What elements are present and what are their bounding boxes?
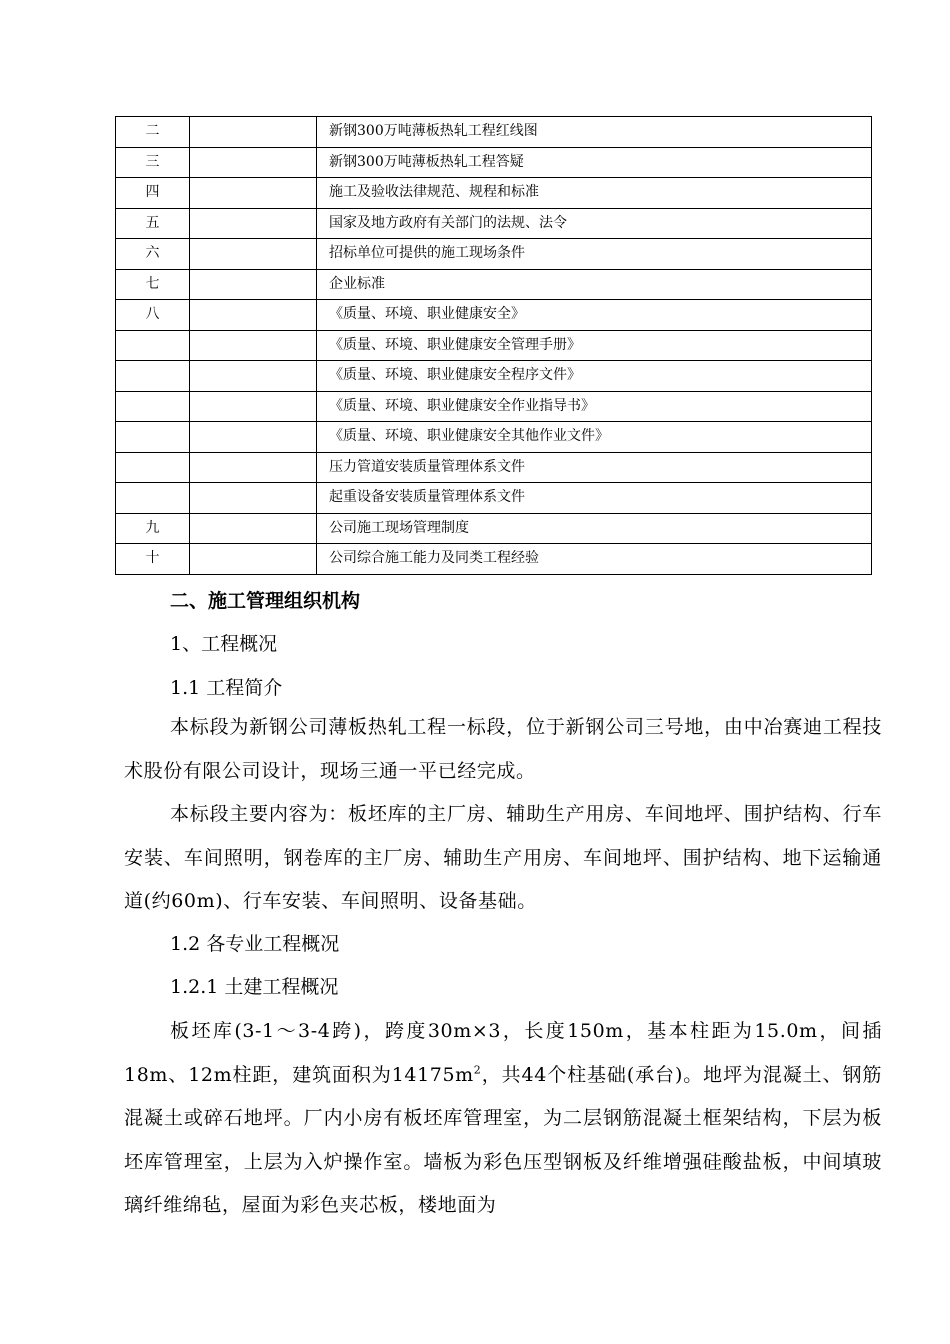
subheading-1-1: 1.1 工程简介 [170, 677, 283, 699]
row-title-cell: 新钢300万吨薄板热轧工程红线图 [317, 117, 872, 148]
row-number-cell [116, 361, 190, 392]
row-number-cell: 八 [116, 300, 190, 331]
row-number-cell: 二 [116, 117, 190, 148]
row-number-cell: 七 [116, 269, 190, 300]
empty-cell [190, 544, 317, 575]
row-number-cell [116, 452, 190, 483]
subheading-1-2: 1.2 各专业工程概况 [170, 933, 340, 955]
table-row [116, 422, 872, 453]
empty-cell [190, 483, 317, 514]
row-title-cell: 公司综合施工能力及同类工程经验 [317, 544, 872, 575]
row-title-cell: 施工及验收法律规范、规程和标准 [317, 178, 872, 209]
row-title-cell: 《质量、环境、职业健康安全管理手册》 [317, 330, 872, 361]
index-table [115, 116, 872, 575]
row-title-cell: 《质量、环境、职业健康安全》 [317, 300, 872, 331]
section-heading: 二、施工管理组织机构 [170, 590, 361, 612]
paragraph-scope: 本标段主要内容为：板坯库的主厂房、辅助生产用房、车间地坪、围护结构、行车安装、车间照明，钢卷库的主厂房、辅助生产用房、车间地坪、围护结构、地下运输通道(约60m)、行车安装、车间照明、设备基础。 [124, 803, 882, 912]
index-table-body [116, 117, 872, 575]
row-number-cell: 三 [116, 147, 190, 178]
table-row [116, 300, 872, 331]
table-row [116, 147, 872, 178]
table-row [116, 208, 872, 239]
row-number-cell: 十 [116, 544, 190, 575]
empty-cell [190, 330, 317, 361]
table-row [116, 513, 872, 544]
table-row [116, 452, 872, 483]
table-row [116, 269, 872, 300]
row-number-cell [116, 422, 190, 453]
empty-cell [190, 208, 317, 239]
empty-cell [190, 391, 317, 422]
row-title-cell: 招标单位可提供的施工现场条件 [317, 239, 872, 270]
row-title-cell: 《质量、环境、职业健康安全作业指导书》 [317, 391, 872, 422]
row-number-cell: 五 [116, 208, 190, 239]
row-title-cell: 公司施工现场管理制度 [317, 513, 872, 544]
row-title-cell: 国家及地方政府有关部门的法规、法令 [317, 208, 872, 239]
empty-cell [190, 269, 317, 300]
empty-cell [190, 361, 317, 392]
table-row [116, 483, 872, 514]
subheading-1: 1、工程概况 [170, 633, 278, 655]
row-title-cell: 《质量、环境、职业健康安全其他作业文件》 [317, 422, 872, 453]
empty-cell [190, 513, 317, 544]
row-number-cell [116, 483, 190, 514]
row-number-cell [116, 391, 190, 422]
empty-cell [190, 300, 317, 331]
table-row [116, 117, 872, 148]
paragraph-civil-text-b: ，共44个柱基础(承台)。地坪为混凝土、钢筋混凝土或碎石地坪。厂内小房有板坯库管理室，为二层钢筋混凝土框架结构，下层为板坯库管理室，上层为入炉操作室。墙板为彩色压型钢板及纤维增强硅酸盐板，中间填玻璃纤维绵毡，屋面为彩色夹芯板，楼地面为 [124, 1063, 882, 1216]
row-title-cell: 压力管道安装质量管理体系文件 [317, 452, 872, 483]
row-number-cell: 六 [116, 239, 190, 270]
table-row [116, 239, 872, 270]
superscript-2: 2 [473, 1063, 482, 1077]
table-row [116, 361, 872, 392]
row-number-cell: 四 [116, 178, 190, 209]
paragraph-civil [124, 1010, 882, 1228]
table-row [116, 178, 872, 209]
paragraph-intro: 本标段为新钢公司薄板热轧工程一标段，位于新钢公司三号地，由中冶赛迪工程技术股份有限公司设计，现场三通一平已经完成。 [124, 716, 882, 782]
empty-cell [190, 147, 317, 178]
table-row [116, 391, 872, 422]
table-row [116, 544, 872, 575]
row-title-cell: 起重设备安装质量管理体系文件 [317, 483, 872, 514]
subheading-1-2-1: 1.2.1 土建工程概况 [170, 976, 339, 998]
row-title-cell: 新钢300万吨薄板热轧工程答疑 [317, 147, 872, 178]
empty-cell [190, 178, 317, 209]
row-number-cell: 九 [116, 513, 190, 544]
row-title-cell: 《质量、环境、职业健康安全程序文件》 [317, 361, 872, 392]
empty-cell [190, 452, 317, 483]
empty-cell [190, 422, 317, 453]
row-title-cell: 企业标准 [317, 269, 872, 300]
empty-cell [190, 239, 317, 270]
paragraph-civil-text-a: 板坯库(3-1～3-4跨)，跨度30m×3，长度150m，基本柱距为15.0m，间插18m、12m柱距，建筑面积为14175m [124, 1020, 882, 1086]
empty-cell [190, 117, 317, 148]
row-number-cell [116, 330, 190, 361]
table-row [116, 330, 872, 361]
